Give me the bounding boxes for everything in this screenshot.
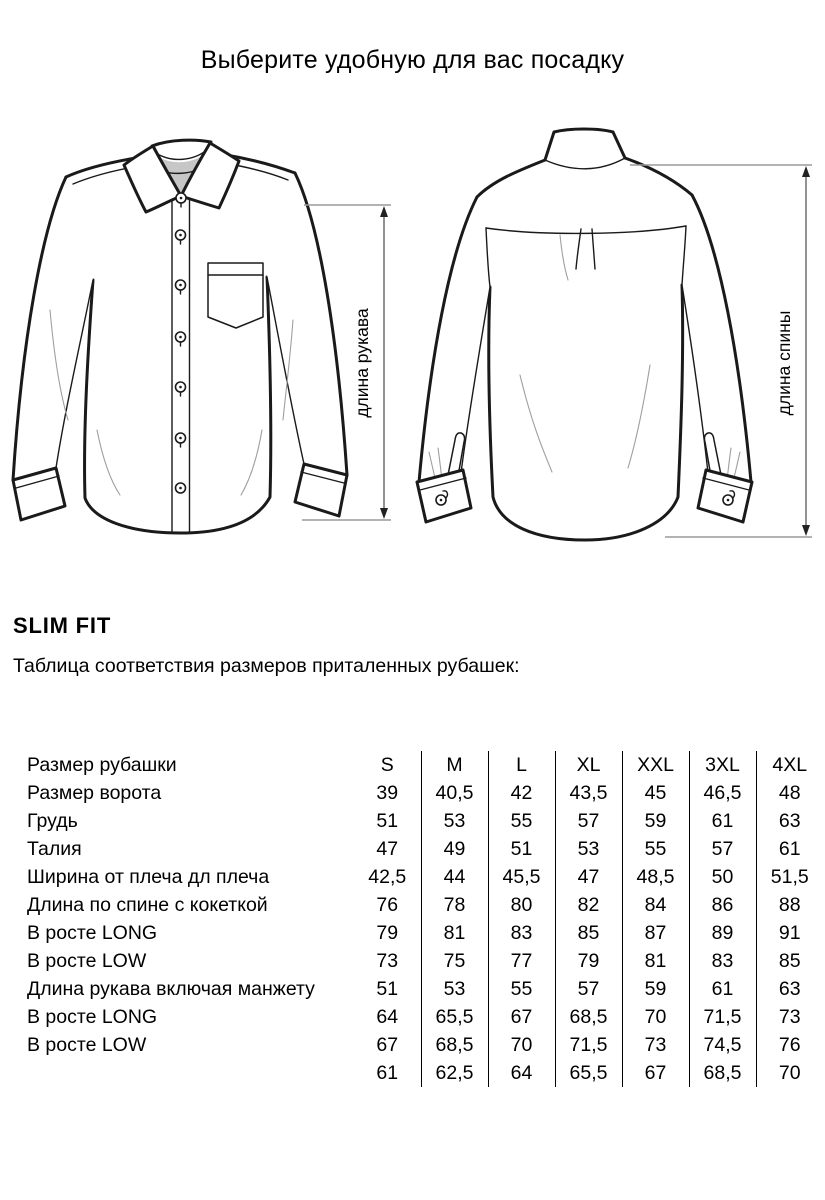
size-value: 62,5 (421, 1059, 488, 1087)
size-value: 59 (622, 975, 689, 1003)
size-value: 68,5 (555, 1003, 622, 1031)
size-value: 47 (555, 863, 622, 891)
size-value: 46,5 (689, 779, 756, 807)
size-value: 77 (488, 947, 555, 975)
size-value: 73 (756, 1003, 823, 1031)
table-row (13, 975, 823, 1003)
row-label: Ширина от плеча дл плеча (27, 866, 270, 888)
shirt-front-illustration (13, 140, 347, 533)
size-value: 50 (689, 863, 756, 891)
sleeve-length-label: длина рукава (352, 308, 372, 418)
size-value: 82 (555, 891, 622, 919)
size-value: 71,5 (555, 1031, 622, 1059)
size-value: 83 (488, 919, 555, 947)
size-value: 43,5 (555, 779, 622, 807)
size-value: 51 (376, 810, 399, 832)
size-value: 73 (376, 950, 399, 972)
size-value: 47 (376, 838, 399, 860)
size-value: 59 (622, 807, 689, 835)
row-label: Длина по спине с кокеткой (27, 894, 268, 916)
size-value: 81 (622, 947, 689, 975)
size-value: 53 (421, 975, 488, 1003)
size-value: 76 (376, 894, 399, 916)
size-value: 74,5 (689, 1031, 756, 1059)
size-value: 40,5 (421, 779, 488, 807)
size-value: 45,5 (488, 863, 555, 891)
size-value: 89 (689, 919, 756, 947)
size-value: 53 (421, 807, 488, 835)
size-value: 67 (376, 1034, 399, 1056)
size-value: 86 (689, 891, 756, 919)
size-value: 57 (555, 807, 622, 835)
row-label: Размер ворота (27, 782, 162, 804)
size-value: 63 (756, 975, 823, 1003)
size-value: 55 (622, 835, 689, 863)
table-row (13, 863, 823, 891)
size-value: 61 (376, 1062, 399, 1084)
size-value: 73 (622, 1031, 689, 1059)
size-value: 67 (488, 1003, 555, 1031)
size-col-xl: XL (555, 751, 622, 779)
table-row (13, 1031, 823, 1059)
size-value: 88 (756, 891, 823, 919)
size-value: 80 (488, 891, 555, 919)
size-value: 39 (376, 782, 399, 804)
size-value: 45 (622, 779, 689, 807)
size-value: 64 (488, 1059, 555, 1087)
row-label: В росте LONG (27, 922, 158, 944)
row-label: Размер рубашки (27, 754, 177, 776)
table-row (13, 1003, 823, 1031)
size-value: 85 (555, 919, 622, 947)
size-value: 57 (689, 835, 756, 863)
size-value: 70 (488, 1031, 555, 1059)
size-value: 61 (689, 975, 756, 1003)
row-label: В росте LOW (27, 1034, 147, 1056)
size-col-xxl: XXL (622, 751, 689, 779)
size-table (13, 751, 823, 1087)
size-value: 55 (488, 807, 555, 835)
size-value: 51 (488, 835, 555, 863)
size-value: 55 (488, 975, 555, 1003)
size-value: 85 (756, 947, 823, 975)
row-label: Грудь (27, 810, 78, 832)
size-value: 57 (555, 975, 622, 1003)
row-label (13, 1059, 354, 1087)
shirt-diagram (0, 120, 825, 580)
table-row (13, 947, 823, 975)
size-value: 83 (689, 947, 756, 975)
size-value: 79 (555, 947, 622, 975)
size-value: 61 (689, 807, 756, 835)
size-value: 42 (488, 779, 555, 807)
size-value: 79 (376, 922, 399, 944)
size-value: 48,5 (622, 863, 689, 891)
table-row (13, 779, 823, 807)
size-value: 61 (756, 835, 823, 863)
size-value: 49 (421, 835, 488, 863)
fit-heading: SLIM FIT (13, 613, 112, 638)
size-value: 53 (555, 835, 622, 863)
table-row (13, 835, 823, 863)
size-col-s: S (380, 754, 394, 776)
size-table-body (13, 751, 823, 1087)
size-value: 42,5 (368, 866, 407, 888)
size-col-m: M (421, 751, 488, 779)
page-title: Выберите удобную для вас посадку (200, 46, 625, 74)
shirt-back-illustration (417, 129, 752, 540)
size-value: 91 (756, 919, 823, 947)
table-row (13, 891, 823, 919)
row-label: В росте LONG (27, 1006, 158, 1028)
size-value: 65,5 (421, 1003, 488, 1031)
row-label: В росте LOW (27, 950, 147, 972)
size-value: 70 (622, 1003, 689, 1031)
size-value: 67 (622, 1059, 689, 1087)
size-value: 81 (421, 919, 488, 947)
table-row (13, 1059, 823, 1087)
size-value: 63 (756, 807, 823, 835)
size-table-header-row (13, 751, 823, 779)
size-value: 48 (756, 779, 823, 807)
size-value: 84 (622, 891, 689, 919)
size-value: 44 (421, 863, 488, 891)
size-col-4xl: 4XL (756, 751, 823, 779)
size-value: 71,5 (689, 1003, 756, 1031)
size-value: 70 (756, 1059, 823, 1087)
size-col-3xl: 3XL (689, 751, 756, 779)
size-value: 65,5 (555, 1059, 622, 1087)
back-length-label: длина спины (774, 310, 794, 416)
size-value: 76 (756, 1031, 823, 1059)
table-subtitle: Таблица соответствия размеров приталенных рубашек: (13, 655, 520, 677)
table-row (13, 919, 823, 947)
row-label: Талия (27, 838, 82, 860)
row-label: Длина рукава включая манжету (27, 978, 315, 1000)
size-value: 68,5 (689, 1059, 756, 1087)
size-value: 87 (622, 919, 689, 947)
size-value: 68,5 (421, 1031, 488, 1059)
size-col-l: L (488, 751, 555, 779)
size-value: 51 (376, 978, 399, 1000)
size-value: 64 (376, 1006, 399, 1028)
size-value: 75 (421, 947, 488, 975)
size-value: 78 (421, 891, 488, 919)
table-row (13, 807, 823, 835)
size-value: 51,5 (756, 863, 823, 891)
